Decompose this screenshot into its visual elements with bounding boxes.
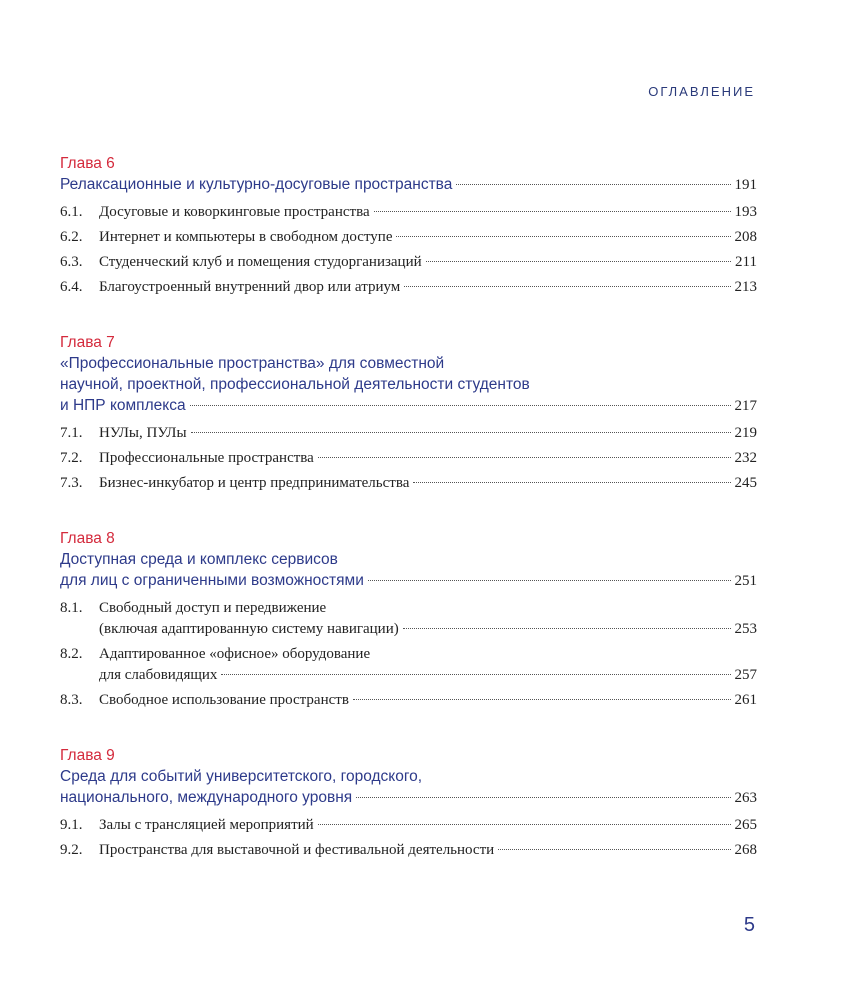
chapter-title-entry [60, 174, 757, 196]
page-number: 5 [743, 914, 755, 936]
toc-entry[interactable] [60, 202, 757, 223]
chapter-block [60, 528, 757, 711]
chapter-title[interactable] [60, 549, 757, 592]
section-page-number: 232 [734, 450, 757, 466]
section-page-number: 253 [734, 621, 757, 637]
section-body [99, 815, 757, 836]
section-title: Интернет и компьютеры в свободном доступе [99, 229, 393, 245]
dot-leader [353, 699, 731, 700]
chapter-title-entry [60, 570, 757, 592]
section-number: 6.3. [60, 254, 83, 270]
section-body [99, 448, 757, 469]
section-body [99, 644, 757, 686]
toc-entry[interactable] [60, 252, 757, 273]
section-body [99, 840, 757, 861]
dot-leader [190, 405, 731, 406]
chapter-title-text: Релаксационные и культурно-досуговые пространства [60, 176, 453, 193]
section-number: 8.2. [60, 646, 83, 662]
chapter-title[interactable] [60, 766, 757, 809]
section-entry [99, 665, 757, 686]
chapter-page-number: 191 [734, 177, 757, 193]
toc-entry[interactable] [60, 840, 757, 861]
section-body [99, 202, 757, 223]
section-number: 9.2. [60, 842, 83, 858]
section-body [99, 598, 757, 640]
section-page-number: 261 [734, 692, 757, 708]
chapter-title-text: национального, международного уровня [60, 789, 353, 806]
section-body [99, 252, 757, 273]
section-entry [99, 815, 757, 836]
chapter-page-number: 251 [734, 573, 757, 589]
section-entry [99, 227, 757, 248]
chapter-page-number: 217 [734, 398, 757, 414]
dot-leader [368, 580, 731, 581]
section-entry [99, 840, 757, 861]
section-number: 7.3. [60, 475, 83, 491]
dot-leader [356, 797, 730, 798]
section-entry [99, 252, 757, 273]
dot-leader [221, 674, 730, 675]
chapter-title-line: научной, проектной, профессиональной деятельности студентов [60, 376, 530, 393]
toc-entry[interactable] [60, 690, 757, 711]
section-page-number: 208 [734, 229, 757, 245]
section-title: (включая адаптированную систему навигации) [99, 621, 399, 637]
chapter-title-line: Доступная среда и комплекс сервисов [60, 551, 338, 568]
chapter-block [60, 153, 757, 298]
toc-entry[interactable] [60, 644, 757, 686]
section-entry [99, 202, 757, 223]
dot-leader [374, 211, 731, 212]
section-title: Бизнес-инкубатор и центр предпринимательства [99, 475, 410, 491]
table-of-contents [60, 153, 757, 895]
section-page-number: 265 [734, 817, 757, 833]
dot-leader [318, 824, 731, 825]
section-number: 7.2. [60, 450, 83, 466]
toc-entry[interactable] [60, 448, 757, 469]
dot-leader [456, 184, 730, 185]
section-page-number: 257 [734, 667, 757, 683]
dot-leader [426, 261, 731, 262]
section-entry [99, 423, 757, 444]
chapter-label: Глава 8 [60, 530, 115, 547]
section-number: 6.4. [60, 279, 83, 295]
section-body [99, 473, 757, 494]
section-title: Свободное использование пространств [99, 692, 349, 708]
section-title: Досуговые и коворкинговые пространства [99, 204, 370, 220]
section-title: для слабовидящих [99, 667, 218, 683]
section-entry [99, 448, 757, 469]
section-page-number: 268 [734, 842, 757, 858]
section-title: Пространства для выставочной и фестивальной деятельности [99, 842, 495, 858]
chapter-block [60, 745, 757, 861]
section-number: 7.1. [60, 425, 83, 441]
section-title-line: Адаптированное «офисное» оборудование [99, 646, 371, 662]
chapter-label: Глава 6 [60, 155, 115, 172]
toc-entry[interactable] [60, 423, 757, 444]
section-title: Студенческий клуб и помещения студорганизаций [99, 254, 422, 270]
section-title: Залы с трансляцией мероприятий [99, 817, 314, 833]
chapter-title-entry [60, 395, 757, 417]
toc-entry[interactable] [60, 598, 757, 640]
section-body [99, 690, 757, 711]
chapter-label: Глава 7 [60, 334, 115, 351]
section-number: 8.1. [60, 600, 83, 616]
chapter-title-text: и НПР комплекса [60, 397, 186, 414]
chapter-title-text: для лиц с ограниченными возможностями [60, 572, 364, 589]
section-entry [99, 690, 757, 711]
section-page-number: 213 [734, 279, 757, 295]
chapter-page-number: 263 [734, 790, 757, 806]
chapter-title-line: Среда для событий университетского, городского, [60, 768, 423, 785]
chapter-title[interactable] [60, 353, 757, 417]
section-entry [99, 277, 757, 298]
section-page-number: 211 [735, 254, 757, 270]
section-page-number: 219 [734, 425, 757, 441]
section-entry [99, 473, 757, 494]
section-number: 8.3. [60, 692, 83, 708]
section-number: 9.1. [60, 817, 83, 833]
section-title-line: Свободный доступ и передвижение [99, 600, 327, 616]
toc-entry[interactable] [60, 473, 757, 494]
dot-leader [413, 482, 730, 483]
section-number: 6.2. [60, 229, 83, 245]
section-body [99, 227, 757, 248]
toc-entry[interactable] [60, 277, 757, 298]
section-title: Благоустроенный внутренний двор или атриум [99, 279, 401, 295]
dot-leader [498, 849, 730, 850]
dot-leader [403, 628, 731, 629]
section-title: НУЛы, ПУЛы [99, 425, 187, 441]
chapter-title-line: «Профессиональные пространства» для совместной [60, 355, 445, 372]
toc-entry[interactable] [60, 227, 757, 248]
section-title: Профессиональные пространства [99, 450, 314, 466]
dot-leader [396, 236, 730, 237]
section-number: 6.1. [60, 204, 83, 220]
toc-entry[interactable] [60, 815, 757, 836]
chapter-title-entry [60, 787, 757, 809]
section-body [99, 423, 757, 444]
running-header: ОГЛАВЛЕНИЕ [648, 84, 755, 99]
chapter-label: Глава 9 [60, 747, 115, 764]
dot-leader [191, 432, 731, 433]
dot-leader [404, 286, 730, 287]
section-entry [99, 619, 757, 640]
chapter-block [60, 332, 757, 494]
chapter-title[interactable] [60, 174, 757, 196]
section-page-number: 245 [734, 475, 757, 491]
dot-leader [318, 457, 731, 458]
section-body [99, 277, 757, 298]
section-page-number: 193 [734, 204, 757, 220]
